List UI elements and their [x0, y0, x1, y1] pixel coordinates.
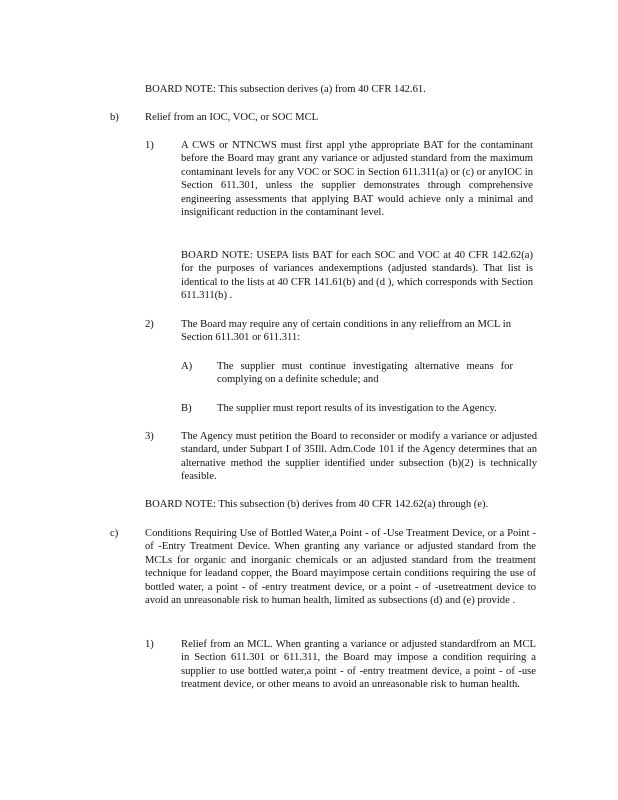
- subsection-label-b: b): [110, 112, 119, 123]
- subitem-label-b2b: B): [181, 403, 192, 414]
- item-b1-text: A CWS or NTNCWS must first appl ythe appropriate BAT for the contaminant before the Board may grant any variance or adjusted standard from the maximum contaminant levels for any VOC or SOC in Section 611.311(a) or (c) or anyIOC in Section 611.301, unless the supplier demonstrates through comprehensive engineering assessments that applying BAT would achieve only a minimal and insignificant reduction in the contaminant level.: [181, 140, 533, 219]
- board-note-subsection-a: BOARD NOTE: This subsection derives (a) from 40 CFR 142.61.: [145, 84, 426, 95]
- item-label-b3: 3): [145, 431, 154, 442]
- subitem-b2b-text: The supplier must report results of its investigation to the Agency.: [217, 403, 497, 414]
- subsection-label-c: c): [110, 528, 119, 539]
- item-label-c1: 1): [145, 639, 154, 650]
- item-b3-text: The Agency must petition the Board to reconsider or modify a variance or adjusted standard, under Subpart I of 35Ill. Adm.Code 101 if the Agency determines that an alternative method the supplier identified under subsection (b)(2) is technically feasible.: [181, 431, 537, 483]
- item-b2-text: The Board may require any of certain conditions in any relieffrom an MCL in Section 611.301 or 611.311:: [181, 319, 511, 344]
- subitem-b2a-text: The supplier must continue investigating alternative means for complying on a definite schedule; and: [217, 361, 513, 386]
- item-label-b1: 1): [145, 140, 154, 151]
- subitem-label-b2a: A): [181, 361, 193, 372]
- item-label-b2: 2): [145, 319, 154, 330]
- subsection-c-text: Conditions Requiring Use of Bottled Water,a Point - of -Use Treatment Device, or a Point - of -Entry Treatment Device. When granting any variance or adjusted standard from the MCLs for organic and inorganic chemicals or an adjusted standard from the treatment technique for leadand copper, the Board mayimpose certain conditions requiring the use of bottled water, a point - of -entry treatment device, or a point - of -usetreatment device to avoid an unreasonable risk to human health, limited as subsections (d) and (e) provide .: [145, 528, 536, 607]
- subsection-b-title: Relief from an IOC, VOC, or SOC MCL: [145, 112, 319, 123]
- board-note-bat: BOARD NOTE: USEPA lists BAT for each SOC and VOC at 40 CFR 142.62(a) for the purposes of variances andexemptions (adjusted standards). That list is identical to the lists at 40 CFR 141.61(b) and (d ), which corresponds with Section 611.311(b) .: [181, 250, 533, 302]
- item-c1-text: Relief from an MCL. When granting a variance or adjusted standardfrom an MCL in Section 611.301 or 611.311, the Board may impose a condition requiring a supplier to use bottled water,a point - of -entry treatment device, a point - of -use treatment device, or other means to avoid an unreasonable risk to human health.: [181, 639, 536, 691]
- board-note-subsection-b: BOARD NOTE: This subsection (b) derives from 40 CFR 142.62(a) through (e).: [145, 499, 489, 510]
